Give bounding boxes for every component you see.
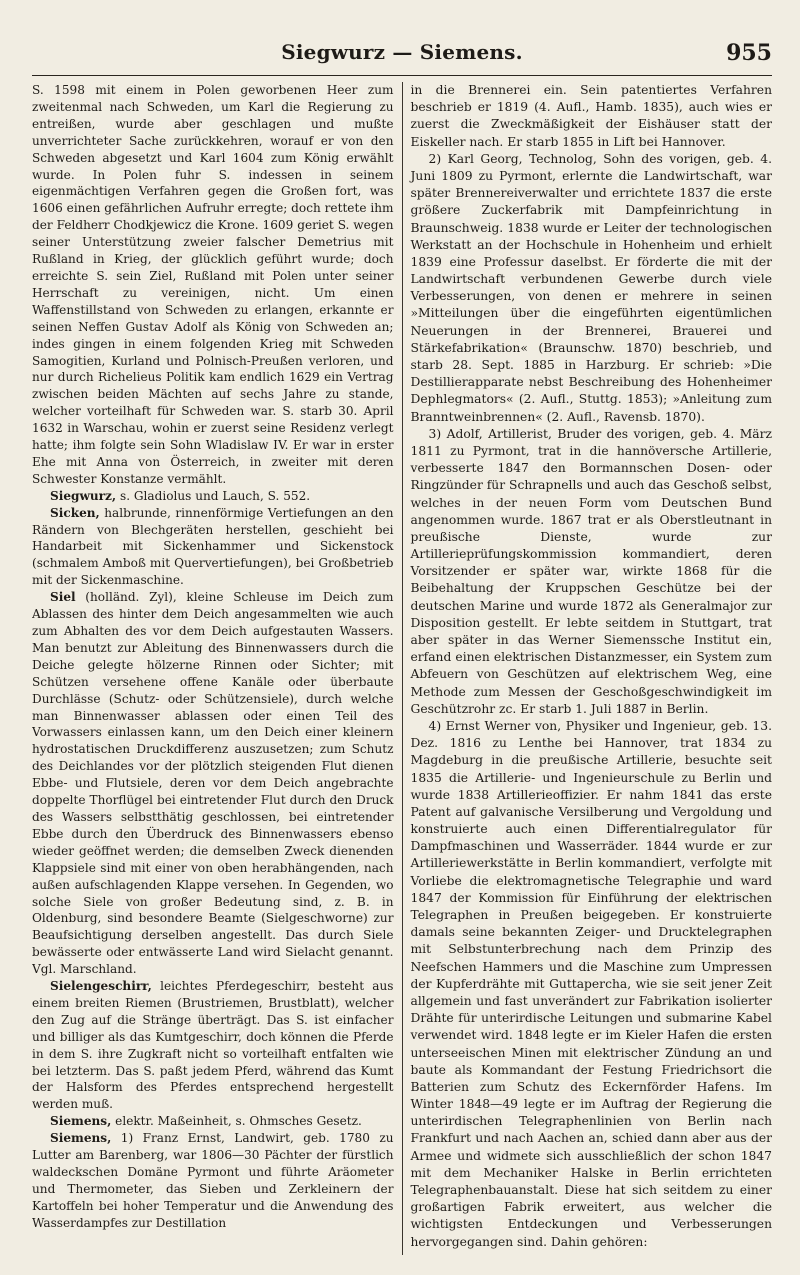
entry-text: s. Gladiolus und Lauch, S. 552. <box>116 488 311 503</box>
running-title: Siegwurz — Siemens. <box>281 40 523 64</box>
entry-paragraph <box>32 589 394 978</box>
left-column <box>32 82 402 1255</box>
entry-paragraph <box>32 978 394 1113</box>
entry-paragraph <box>32 505 394 590</box>
entry-headword: Siemens, <box>50 1131 112 1146</box>
page-number: 955 <box>726 40 772 66</box>
right-column <box>402 82 773 1255</box>
entry-headword: Sicken, <box>50 505 100 520</box>
entry-headword: Siel <box>50 590 76 605</box>
entry-headword: Sielengeschirr, <box>50 979 152 994</box>
entry-paragraph <box>32 1130 394 1231</box>
sub-entry-paragraph: 2) Karl Georg, Technolog, Sohn des vorigen, geb. 4. Juni 1809 zu Pyrmont, erlernte die Landwirtschaft, war später Brennereiverwalter und errichtete 1837 die erste größere Zuckerfabrik mit Dampfeinrichtung in Braunschweig. 1838 wurde er Leiter der technologischen Werkstatt an der Hochschule in Hohenheim und erhielt 1839 eine Professur daselbst. Er förderte die mit der Landwirtschaft verbundenen Gewerbe durch viele Verbesserungen, von denen er mehrere in seinen »Mitteilungen über die eingeführten eigentümlichen Neuerungen in der Brennerei, Brauerei und Stärkefabrikation« (Braunschw. 1870) beschrieb, und starb 28. Sept. 1885 in Harzburg. Er schrieb: »Die Destillierapparate nebst Beschreibung des Hohenheimer Dephlegmators« (2. Aufl., Stuttg. 1853); »Anleitung zum Branntweinbrennen« (2. Aufl., Ravensb. 1870). <box>410 151 772 424</box>
entry-text: 1) Franz Ernst, Landwirt, geb. 1780 zu Lutter am Barenberg, war 1806—30 Pächter der fürstlich waldeckschen Domäne Pyrmont und führte Aräometer und Thermometer, das Sieben und Zerkleinern der Kartoffeln bei hoher Temperatur und die Anwendung des Wasserdampfes zur Destillation <box>32 1131 394 1230</box>
sub-entry-paragraph: 4) Ernst Werner von, Physiker und Ingenieur, geb. 13. Dez. 1816 zu Lenthe bei Hannover, trat 1834 zu Magdeburg in die preußische Artillerie, besuchte seit 1835 die Artillerie- und Ingenieurschule zu Berlin und wurde 1838 Artillerieoffizier. Er nahm 1841 das erste Patent auf galvanische Versilberung und Vergoldung und konstruierte auch einen Differentialregulator für Dampfmaschinen und Wasserräder. 1844 wurde er zur Artilleriewerkstätte in Berlin kommandiert, verfolgte mit Vorliebe die elektromagnetische Telegraphie und ward 1847 der Kommission für Einführung der elektrischen Telegraphen in Preußen beigegeben. Er konstruierte damals seine bekannten Zeiger- und Drucktelegraphen mit Selbstunterbrechung nach dem Prinzip des Neefschen Hammers und die Maschine zum Umpressen der Kupferdrähte mit Guttapercha, wie sie seit jener Zeit allgemein und fast unverändert zur Fabrikation isolierter Drähte für unterirdische Leitungen und submarine Kabel verwendet wird. 1848 legte er im Kieler Hafen die ersten unterseeischen Minen mit elektrischer Zündung an und baute als Kommandant der Festung Friedrichsort die Batterien zum Schutz des Eckernförder Hafens. Im Winter 1848—49 legte er im Auftrag der Regierung die unterirdischen Telegraphenlinien von Berlin nach Frankfurt und nach Aachen an, schied dann aber aus der Armee und widmete sich ausschließlich der schon 1847 mit dem Mechaniker Halske in Berlin errichteten Telegraphenbauanstalt. Diese hat sich seitdem zu einer großartigen Fabrik erweitert, aus welcher die wichtigsten Entdeckungen und Verbesserungen hervorgegangen sind. Dahin gehören: <box>410 718 772 1249</box>
entry-paragraph <box>32 488 394 505</box>
page-header <box>32 40 772 72</box>
entry-text: halbrunde, rinnenförmige Vertiefungen an den Rändern von Blechgeräten herstellen, geschieht bei Handarbeit mit Sickenhammer und Sickenstock (schmalem Amboß mit Quervertiefungen), bei Großbetrieb mit der Sickenmaschine. <box>32 505 394 588</box>
entry-headword: Siemens, <box>50 1114 112 1129</box>
header-rule <box>32 75 772 76</box>
text-columns <box>32 82 772 1255</box>
continued-paragraph: in die Brennerei ein. Sein patentiertes Verfahren beschrieb er 1819 (4. Aufl., Hamb. 1835), auch wies er zuerst die Zweckmäßigkeit der Eishäuser statt der Eiskeller nach. Er starb 1855 in Lift bei Hannover. <box>410 83 772 149</box>
entry-headword: Siegwurz, <box>50 488 117 503</box>
continued-paragraph: S. 1598 mit einem in Polen geworbenen Heer zum zweitenmal nach Schweden, um Karl die Regierung zu entreißen, wurde aber geschlagen und mußte unverrichteter Sache zurückkehren, worauf er von den Schweden abgesetzt und Karl 1604 zum König erwählt wurde. In Polen fuhr S. indessen in seinem eigenmächtigen Verfahren gegen die Großen fort, was 1606 einen gefährlichen Aufruhr erregte; doch rettete ihm der Feldherr Chodkjewicz die Krone. 1609 geriet S. wegen seiner Unterstützung zweier falscher Demetrius mit Rußland in Krieg, der glücklich geführt wurde; doch erreichte S. sein Ziel, Rußland mit Polen unter seiner Herrschaft zu vereinigen, nicht. Um einen Waffenstillstand von Schweden zu erlangen, erkannte er seinen Neffen Gustav Adolf als König von Schweden an; indes gingen in einem folgenden Krieg mit Schweden Samogitien, Kurland und Polnisch-Preußen verloren, und nur durch Richelieus Politik kam endlich 1629 ein Vertrag zwischen beiden Mächten auf sechs Jahre zu stande, welcher vorteilhaft für Schweden war. S. starb 30. April 1632 in Warschau, wohin er zuerst seine Residenz verlegt hatte; ihm folgte sein Sohn Wladislaw IV. Er war in erster Ehe mit Anna von Österreich, in zweiter mit deren Schwester Konstanze vermählt. <box>32 83 394 486</box>
sub-entry-paragraph: 3) Adolf, Artillerist, Bruder des vorigen, geb. 4. März 1811 zu Pyrmont, trat in die hannöversche Artillerie, verbesserte 1847 den Bormannschen Dosen- oder Ringzünder für Schrapnells und auch das Geschoß selbst, welches in der neuen Form vom Deutschen Bund angenommen wurde. 1867 trat er als Oberstleutnant in preußische Dienste, wurde zur Artillerieprüfungskommission kommandiert, deren Vorsitzender er später war, wirkte 1868 für die Beibehaltung der Kruppschen Geschütze bei der deutschen Marine und wurde 1872 als Generalmajor zur Disposition gestellt. Er lebte seitdem in Stuttgart, trat aber später in das Werner Siemenssche Institut ein, erfand einen elektrischen Distanzmesser, ein System zum Abfeuern von Geschützen auf elektrischem Weg, eine Methode zum Messen der Geschoßgeschwindigkeit im Geschützrohr zc. Er starb 1. Juli 1887 in Berlin. <box>410 426 772 716</box>
entry-text: elektr. Maßeinheit, s. Ohmsches Gesetz. <box>111 1114 362 1129</box>
entry-paragraph <box>32 1113 394 1130</box>
entry-text: (holländ. Zyl), kleine Schleuse im Deich zum Ablassen des hinter dem Deich angesammelten wie auch zum Abhalten des vor dem Deich aufgestauten Wassers. Man benutzt zur Ableitung des Binnenwassers durch die Deiche gelegte hölzerne Rinnen oder Sichter; mit Schützen versehene offene Kanäle oder überbaute Durchlässe (Schutz- oder Schützensiele), durch welche man Binnenwasser ablassen oder einen Teil des Vorwassers einlassen kann, um den Deich einer kleinern hydrostatischen Druckdifferenz auszusetzen; zum Schutz des Deichlandes vor der plötzlich steigenden Flut dienen Ebbe- und Flutsiele, deren vor dem Deich angebrachte doppelte Thorflügel bei eintretender Flut durch den Druck des Wassers selbstthätig geschlossen, bei eintretender Ebbe durch den Überdruck des Binnenwassers ebenso wieder geöffnet werden; die demselben Zweck dienenden Klappsiele sind mit einer von oben herabhängenden, nach außen aufschlagenden Klappe versehen. In Gegenden, wo solche Siele von großer Bedeutung sind, z. B. in Oldenburg, sind besondere Beamte (Sielgeschworne) zur Beaufsichtigung derselben angestellt. Das durch Siele bewässerte oder entwässerte Land wird Sielacht genannt. Vgl. Marschland. <box>32 590 394 977</box>
entry-text: leichtes Pferdegeschirr, besteht aus einem breiten Riemen (Brustriemen, Brustblatt), welcher den Zug auf die Stränge überträgt. Das S. ist einfacher und billiger als das Kumtgeschirr, doch können die Pferde in dem S. ihre Zugkraft nicht so vorteilhaft entfalten wie bei letzterm. Das S. paßt jedem Pferd, während das Kumt der Halsform des Pferdes entsprechend hergestellt werden muß. <box>32 979 394 1112</box>
